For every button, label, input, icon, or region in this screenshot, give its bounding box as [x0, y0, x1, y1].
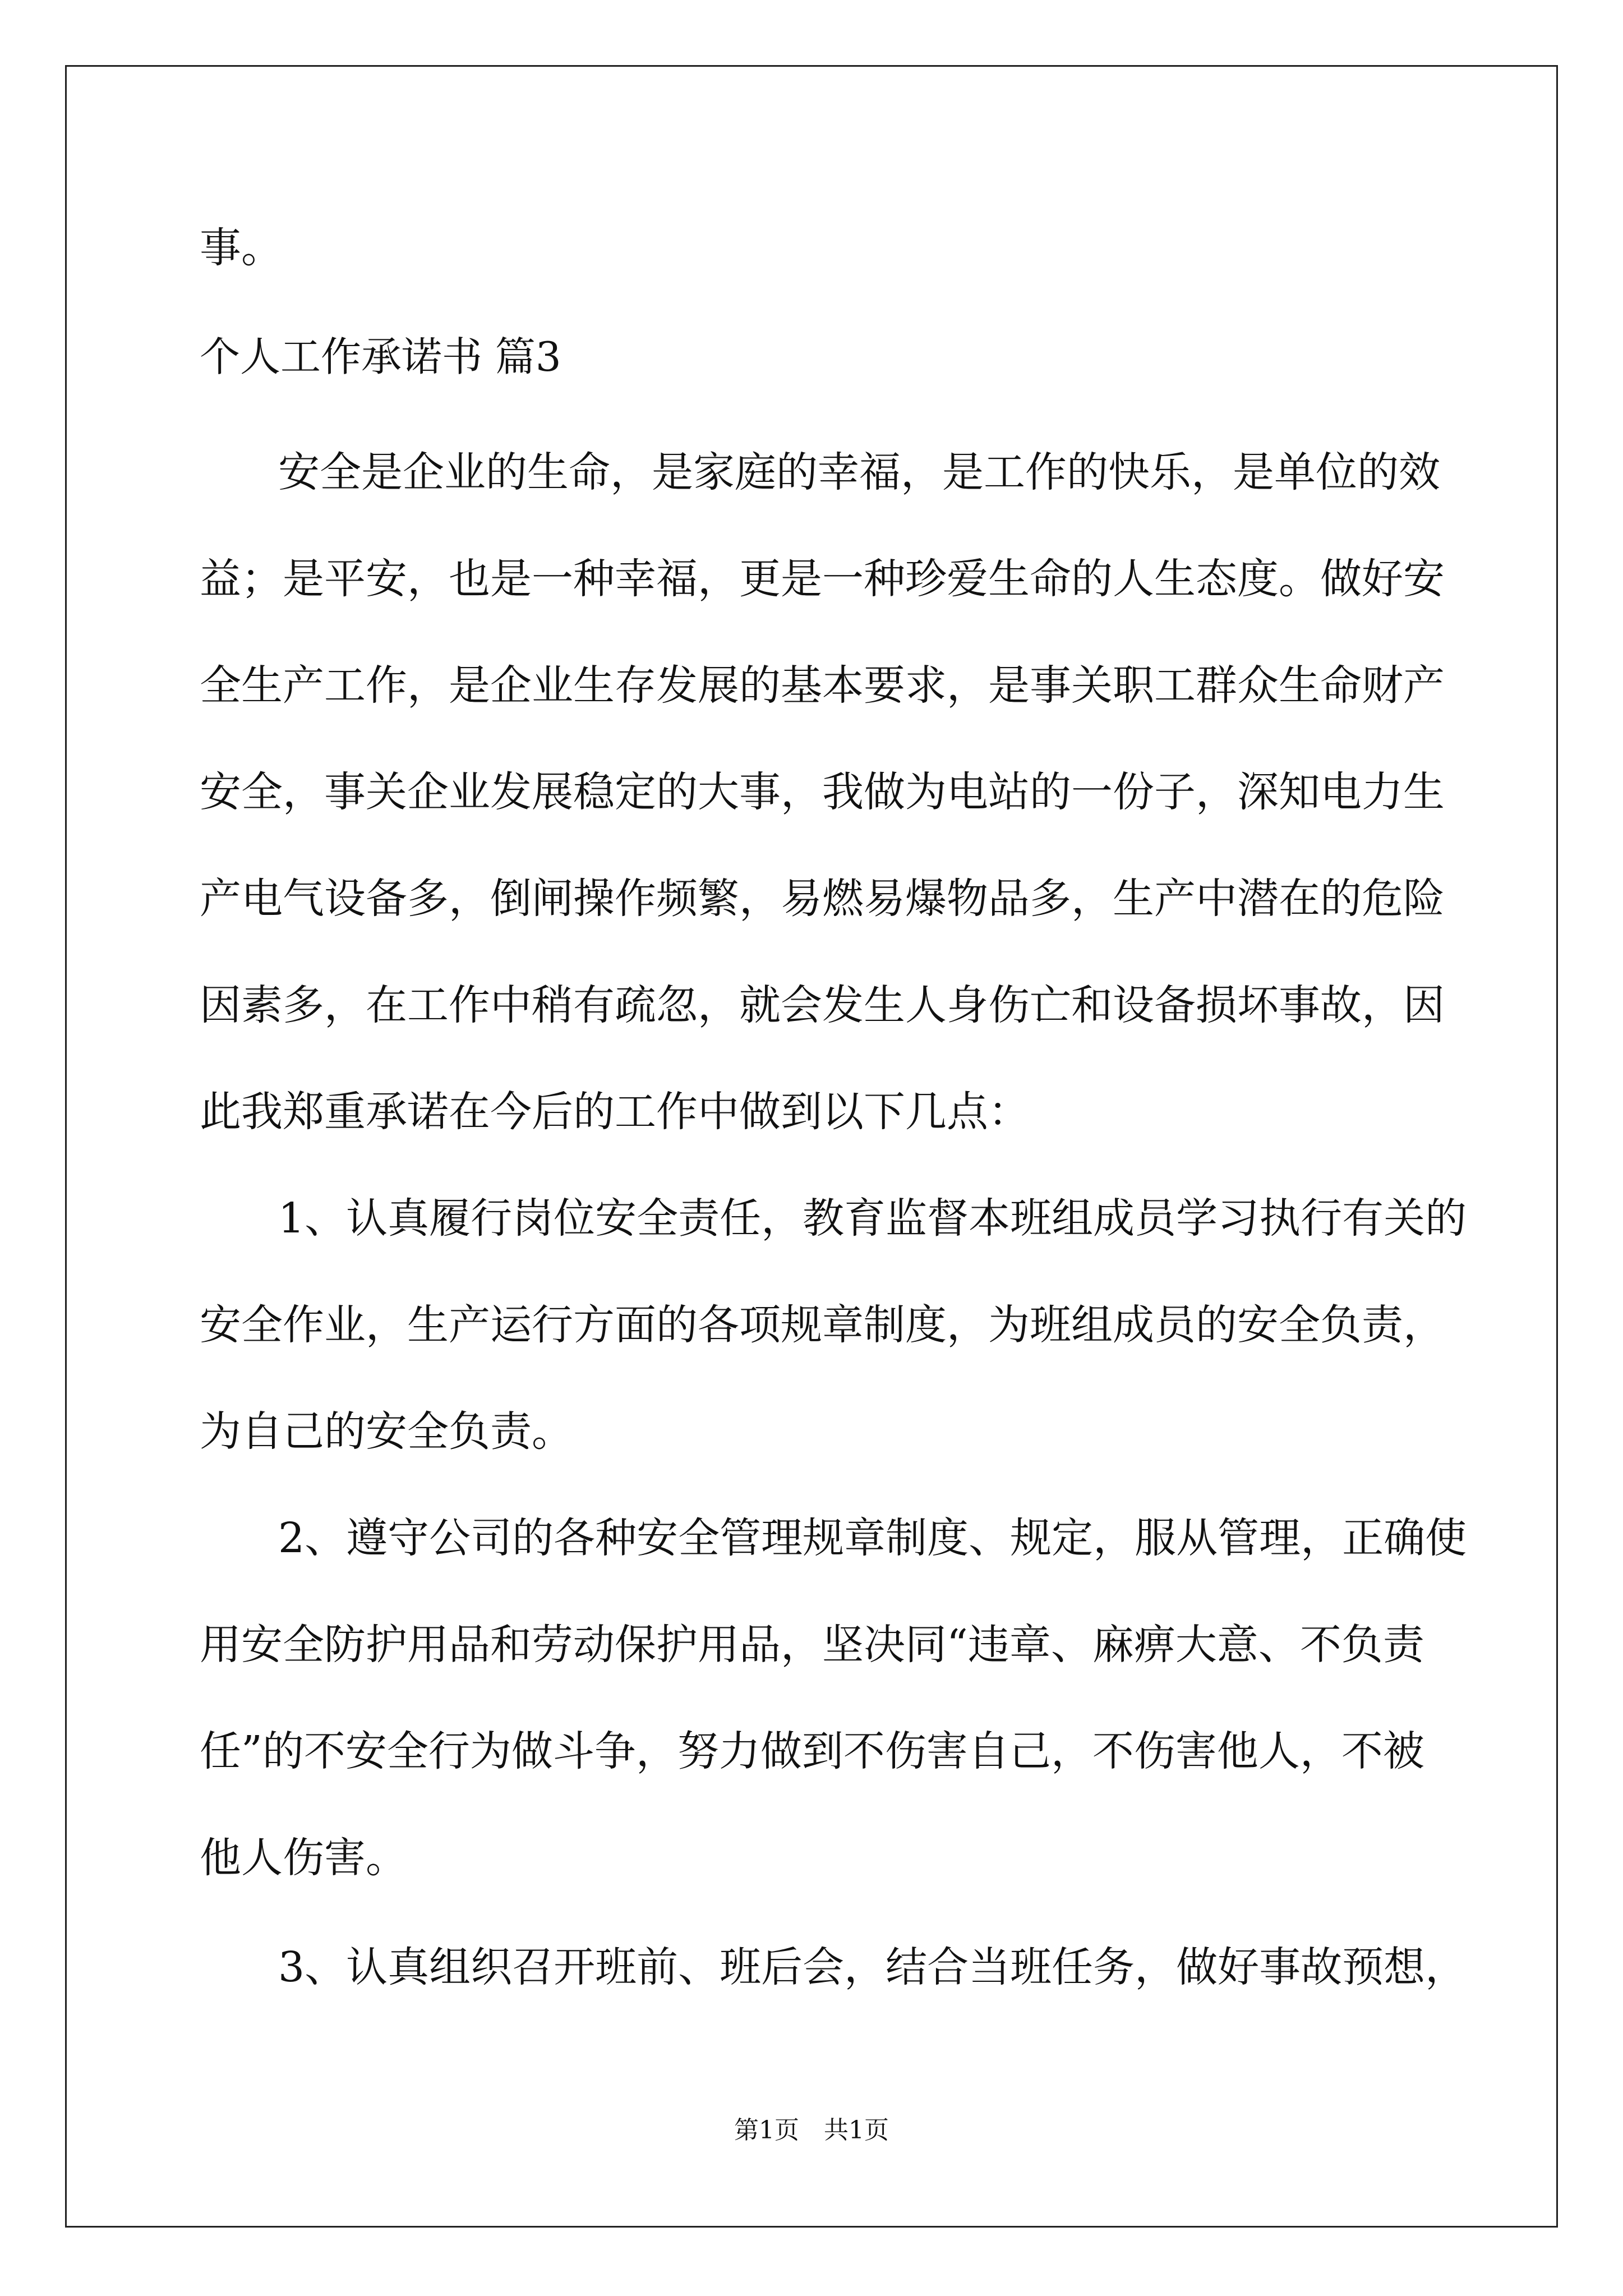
paragraph-line: 因素多，在工作中稍有疏忽，就会发生人身伤亡和设备损坏事故，因: [200, 981, 1445, 1029]
list-item-line: 安全作业，生产运行方面的各项规章制度，为班组成员的安全负责，: [200, 1301, 1445, 1349]
paragraph-line: 此我郑重承诺在今后的工作中做到以下几点：: [200, 1088, 1030, 1136]
paragraph-line: 全生产工作，是企业生存发展的基本要求，是事关职工群众生命财产: [200, 661, 1445, 710]
list-item-line: 2、遵守公司的各种安全管理规章制度、规定，服从管理，正确使: [278, 1514, 1467, 1562]
list-item-line: 他人伤害。: [200, 1834, 407, 1882]
paragraph-line: 安全，事关企业发展稳定的大事，我做为电站的一份子，深知电力生: [200, 768, 1445, 816]
list-item-line: 1、认真履行岗位安全责任，教育监督本班组成员学习执行有关的: [278, 1194, 1467, 1243]
list-item-line: 用安全防护用品和劳动保护用品，坚决同“违章、麻痹大意、不负责: [200, 1621, 1424, 1669]
list-item-line: 3、认真组织召开班前、班后会，结合当班任务，做好事故预想，: [278, 1943, 1467, 1991]
list-item-line: 任”的不安全行为做斗争，努力做到不伤害自己，不伤害他人，不被: [200, 1727, 1424, 1775]
paragraph-line: 产电气设备多，倒闸操作频繁，易燃易爆物品多，生产中潜在的危险: [200, 875, 1445, 923]
section-heading: 个人工作承诺书 篇3: [200, 333, 561, 380]
paragraph-line: 安全是企业的生命，是家庭的幸福，是工作的快乐，是单位的效: [278, 448, 1440, 496]
page-number-footer: 第1页 共1页: [734, 2116, 889, 2145]
text-line-continuation: 事。: [200, 224, 283, 272]
paragraph-line: 益；是平安，也是一种幸福，更是一种珍爱生命的人生态度。做好安: [200, 555, 1445, 603]
page-border: [65, 65, 1558, 2228]
list-item-line: 为自己的安全负责。: [200, 1407, 573, 1456]
